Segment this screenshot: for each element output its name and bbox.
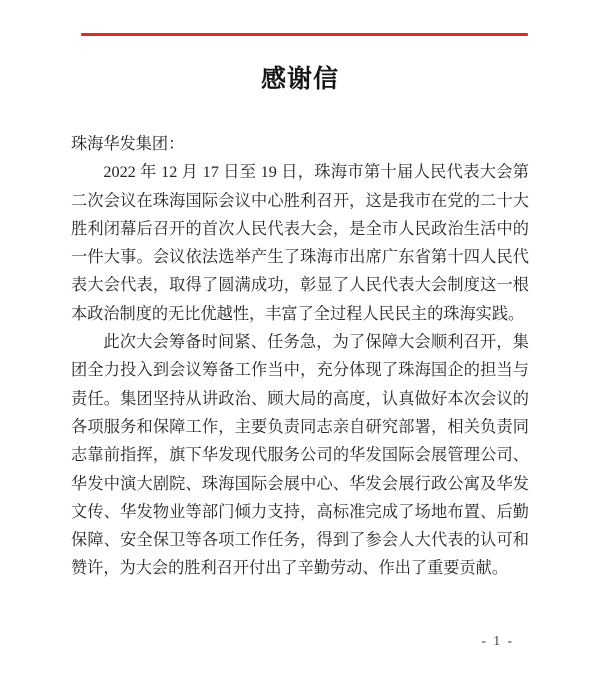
text-line: 文传、华发物业等部门倾力支持，高标准完成了场地布置、后勤 (71, 502, 529, 521)
text-line: 各项服务和保障工作，主要负责同志亲自研究部署，相关负责同 (71, 417, 529, 436)
paragraphs-container (71, 158, 529, 582)
text-line: 赞许，为大会的胜利召开付出了辛勤劳动、作出了重要贡献。 (71, 559, 509, 578)
text-line: 志靠前指挥，旗下华发现代服务公司的华发国际会展管理公司、 (71, 446, 529, 465)
text-line: 团全力投入到会议筹备工作当中，充分体现了珠海国企的担当与 (71, 361, 529, 380)
text-line: 2022 年 12 月 17 日至 19 日，珠海市第十届人民代表大会第 (103, 163, 529, 182)
paragraph (71, 158, 529, 328)
paragraph (71, 328, 529, 583)
page-number: - 1 - (481, 633, 514, 648)
page-title: 感谢信 (260, 66, 339, 93)
text-line: 保障、安全保卫等各项工作任务，得到了参会人大代表的认可和 (71, 531, 529, 550)
text-line: 此次大会筹备时间紧、任务急，为了保障大会顺利召开，集 (103, 333, 529, 352)
letter-body (71, 130, 529, 583)
text-line: 责任。集团坚持从讲政治、顾大局的高度，认真做好本次会议的 (71, 389, 529, 408)
text-line: 胜利闭幕后召开的首次人民代表大会，是全市人民政治生活中的 (71, 219, 529, 238)
text-line: 二次会议在珠海国际会议中心胜利召开，这是我市在党的二十大 (71, 191, 529, 210)
salutation: 珠海华发集团： (71, 135, 185, 153)
text-line: 表大会代表，取得了圆满成功，彰显了人民代表大会制度这一根 (71, 276, 529, 295)
text-line: 一件大事。会议依法选举产生了珠海市出席广东省第十四人民代 (71, 248, 529, 267)
text-line: 华发中演大剧院、珠海国际会展中心、华发会展行政公寓及华发 (71, 474, 529, 493)
header-rule-line (81, 33, 528, 36)
text-line: 本政治制度的无比优越性，丰富了全过程人民民主的珠海实践。 (71, 304, 525, 323)
